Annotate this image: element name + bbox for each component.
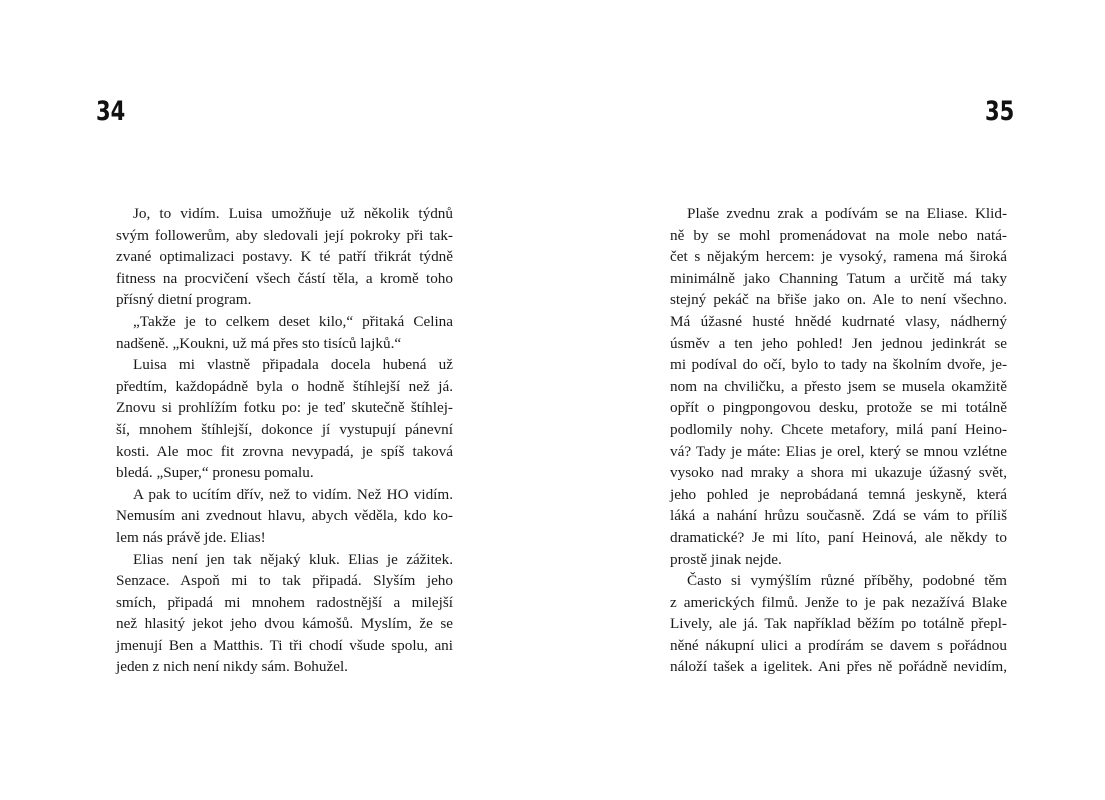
text-line: prostě jinak nejde. <box>670 550 782 568</box>
text-line: ně by se mohl promenádovat na mole nebo natá- <box>670 226 1007 244</box>
text-line: „Takže je to celkem deset kilo,“ přitaká Celina <box>133 312 453 330</box>
text-line: bledá. „Super,“ pronesu pomalu. <box>116 464 314 482</box>
text-line: z amerických filmů. Jenže to je pak nezažívá Blake <box>670 593 1007 611</box>
text-line: A pak to ucítím dřív, než to vidím. Než HO vidím. <box>133 485 453 503</box>
text-line: opřít o pingpongovou desku, protože se mi totálně <box>670 399 1007 417</box>
text-line: vysoko nad mraky a shora mi ukazuje úžasný svět, <box>670 464 1007 482</box>
text-line: svým followerům, aby sledovali její pokroky při tak- <box>116 226 453 244</box>
text-line: Plaše zvednu zrak a podívám se na Eliase. Klid- <box>687 205 1007 222</box>
right-page <box>553 0 1105 800</box>
text-line: Má úžasné husté hnědé kudrnaté vlasy, nádherný <box>670 312 1007 330</box>
text-line: předtím, každopádně byla o hodně štíhlejší než já. <box>116 377 453 395</box>
left-page-text <box>116 203 453 678</box>
text-line: lem nás právě jde. Elias! <box>116 528 266 546</box>
text-line: minimálně jako Channing Tatum a určitě má taky <box>670 269 1007 287</box>
text-line: čet s nějakým hercem: je vysoký, ramena má široká <box>670 248 1007 266</box>
text-line: ší, mnohem štíhlejší, dokonce jí vystupují pánevní <box>116 420 453 438</box>
text-line: nom na chviličku, a přesto jsem se musela okamžitě <box>670 377 1007 395</box>
text-line: zvané optimalizaci postavy. K té patří třikrát týdně <box>116 248 453 266</box>
text-line: fitness na procvičení všech částí těla, a kromě toho <box>116 269 453 287</box>
text-line: náloží tašek a igelitek. Ani přes ně pořádně nevidím, <box>670 658 1007 676</box>
text-line: úsměv a ten jeho pohled! Jen jednou jedinkrát se <box>670 334 1007 352</box>
text-line: Senzace. Aspoň mi to tak připadá. Slyším jeho <box>116 572 453 590</box>
text-line: dramatické? Je mi líto, paní Heinová, ale někdy to <box>670 528 1007 546</box>
text-line: láká a nahání hrůzu současně. Zdá se vám to příliš <box>670 507 1007 525</box>
text-line: mi podíval do očí, bylo to tady na školním dvoře, je- <box>670 356 1007 374</box>
text-line: smích, připadá mi mnohem radostnější a milejší <box>116 593 453 611</box>
page-number-right: 35 <box>985 96 1015 127</box>
text-line: vá? Tady je máte: Elias je orel, který se mnou vzlétne <box>670 442 1007 460</box>
text-line: jmenují Ben a Matthis. Ti tři chodí všude spolu, ani <box>116 636 453 654</box>
text-line: Lively, ale já. Tak například běžím po totálně přepl- <box>670 615 1007 633</box>
text-line: Jo, to vidím. Luisa umožňuje už několik týdnů <box>133 205 453 222</box>
text-line: Luisa mi vlastně připadala docela hubená už <box>133 356 453 374</box>
text-line: než hlasitý jekot jeho dvou kámošů. Myslím, že se <box>116 615 453 633</box>
text-line: přísný dietní program. <box>116 291 252 309</box>
text-line: Znovu si prohlížím fotku po: je teď skutečně štíhlej- <box>116 399 453 417</box>
text-line: Nemusím ani zvednout hlavu, abych věděla, kdo ko- <box>116 507 453 525</box>
text-line: Elias není jen tak nějaký kluk. Elias je zážitek. <box>133 550 453 568</box>
text-line: jeden z nich není nikdy sám. Bohužel. <box>116 658 348 676</box>
text-line: stejný pekáč na břiše jako on. Ale to není všechno. <box>670 291 1007 309</box>
page-number-left: 34 <box>96 96 126 127</box>
text-line: něné nákupní ulici a prodírám se davem s pořádnou <box>670 636 1007 654</box>
text-line: podlomily nohy. Chcete metafory, milá paní Heino- <box>670 420 1007 438</box>
left-page <box>0 0 552 800</box>
right-page-text <box>670 203 1007 678</box>
text-line: jeho pohled je neprobádaná temná jeskyně, která <box>670 485 1007 503</box>
text-line: kosti. Ale moc fit zrovna nevypadá, je spíš taková <box>116 442 453 460</box>
text-line: Často si vymýšlím různé příběhy, podobné těm <box>687 572 1007 590</box>
text-line: nadšeně. „Koukni, už má přes sto tisíců lajků.“ <box>116 334 402 352</box>
